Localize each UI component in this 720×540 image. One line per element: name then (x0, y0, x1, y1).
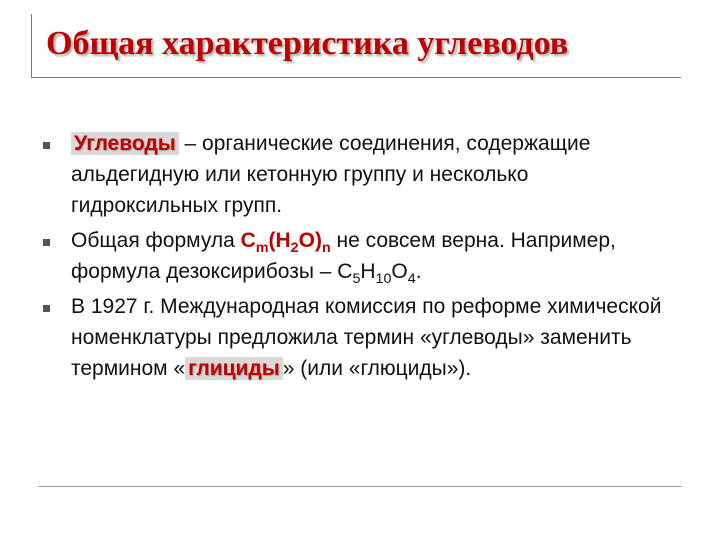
term-carbohydrates: Углеводы (71, 132, 179, 155)
history-text: В 1927 г. Международная комиссия по реформе химической номенклатуры предложила термин «углеводы» заменить термином « (71, 295, 662, 380)
formula-prefix: Общая формула (71, 229, 241, 252)
bullet-item-definition (40, 128, 680, 221)
square-bullet-icon (43, 142, 50, 149)
bullet-list (40, 128, 680, 384)
slide-content (40, 128, 680, 388)
term-glycides: глициды (185, 357, 283, 380)
slide-title: Общая характеристика углеводов (46, 25, 569, 62)
general-formula: $C_m(H_2O)_n$ (240, 229, 331, 256)
footer-divider (38, 486, 682, 487)
definition-text: – органические соединения, содержащие альдегидную или кетонную группу и несколько гидроксильных групп. (71, 132, 591, 217)
square-bullet-icon (43, 305, 50, 312)
history-suffix: » (или «глюциды»). (282, 357, 472, 380)
square-bullet-icon (43, 239, 50, 246)
formula-mid-text: не совсем верна. Например, формула дезоксирибозы – С (71, 229, 616, 283)
bullet-item-formula: Общая формула $C_m(H_2O)_n$ не совсем верна. Например, формула дезоксирибозы – $С_5Н_{10}О_4$. (40, 225, 680, 287)
bullet-item-history (40, 291, 680, 384)
title-frame (31, 14, 681, 78)
